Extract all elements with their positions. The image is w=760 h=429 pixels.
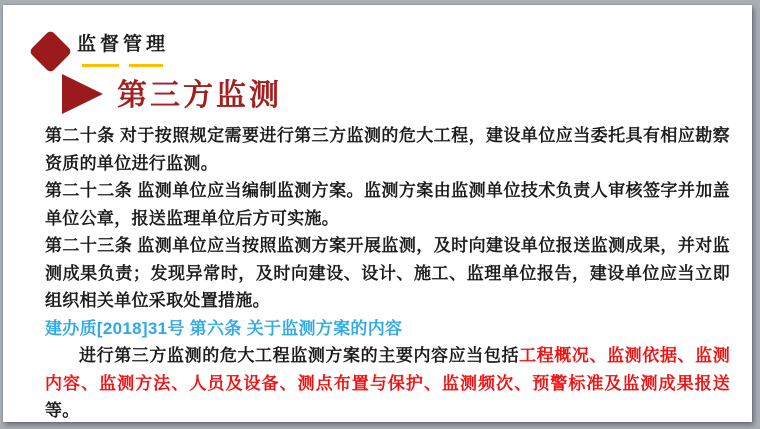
clause-article-22: 第二十二条 监测单位应当编制监测方案。监测方案由监测单位技术负责人审核签字并加盖单位公章，报送监理单位后方可实施。 bbox=[45, 181, 730, 228]
clause-article-20: 第二十条 对于按照规定需要进行第三方监测的危大工程，建设单位应当委托具有相应勘察资质的单位进行监测。 bbox=[45, 126, 730, 173]
diamond-accent-icon bbox=[29, 30, 73, 74]
triangle-arrow-icon bbox=[62, 74, 103, 114]
section-label: 监督管理 bbox=[77, 34, 170, 55]
summary-suffix: 等。 bbox=[45, 401, 80, 420]
reference-line: 建办质[2018]31号 第六条 关于监测方案的内容 bbox=[45, 318, 403, 338]
slide bbox=[3, 5, 752, 422]
yellow-dash-icon bbox=[129, 64, 163, 67]
clause-article-23: 第二十三条 监测单位应当按照监测方案开展监测，及时向建设单位报送监测成果，并对监测成果负责；发现异常时，及时向建设、设计、施工、监理单位报告，建设单位应当立即组织相关单位采取处置措施。 bbox=[45, 236, 730, 310]
summary-highlight: 工程概况、监测依据、监测内容、监测方法、人员及设备、测点布置与保护、监测频次、预警标准及监测成果报送 bbox=[45, 346, 730, 393]
summary-paragraph bbox=[45, 342, 730, 425]
body-text-block bbox=[45, 122, 730, 425]
page-title: 第三方监测 bbox=[117, 79, 282, 112]
yellow-dash-icon bbox=[82, 64, 119, 67]
summary-prefix: 进行第三方监测的危大工程监测方案的主要内容应当包括 bbox=[79, 346, 520, 365]
